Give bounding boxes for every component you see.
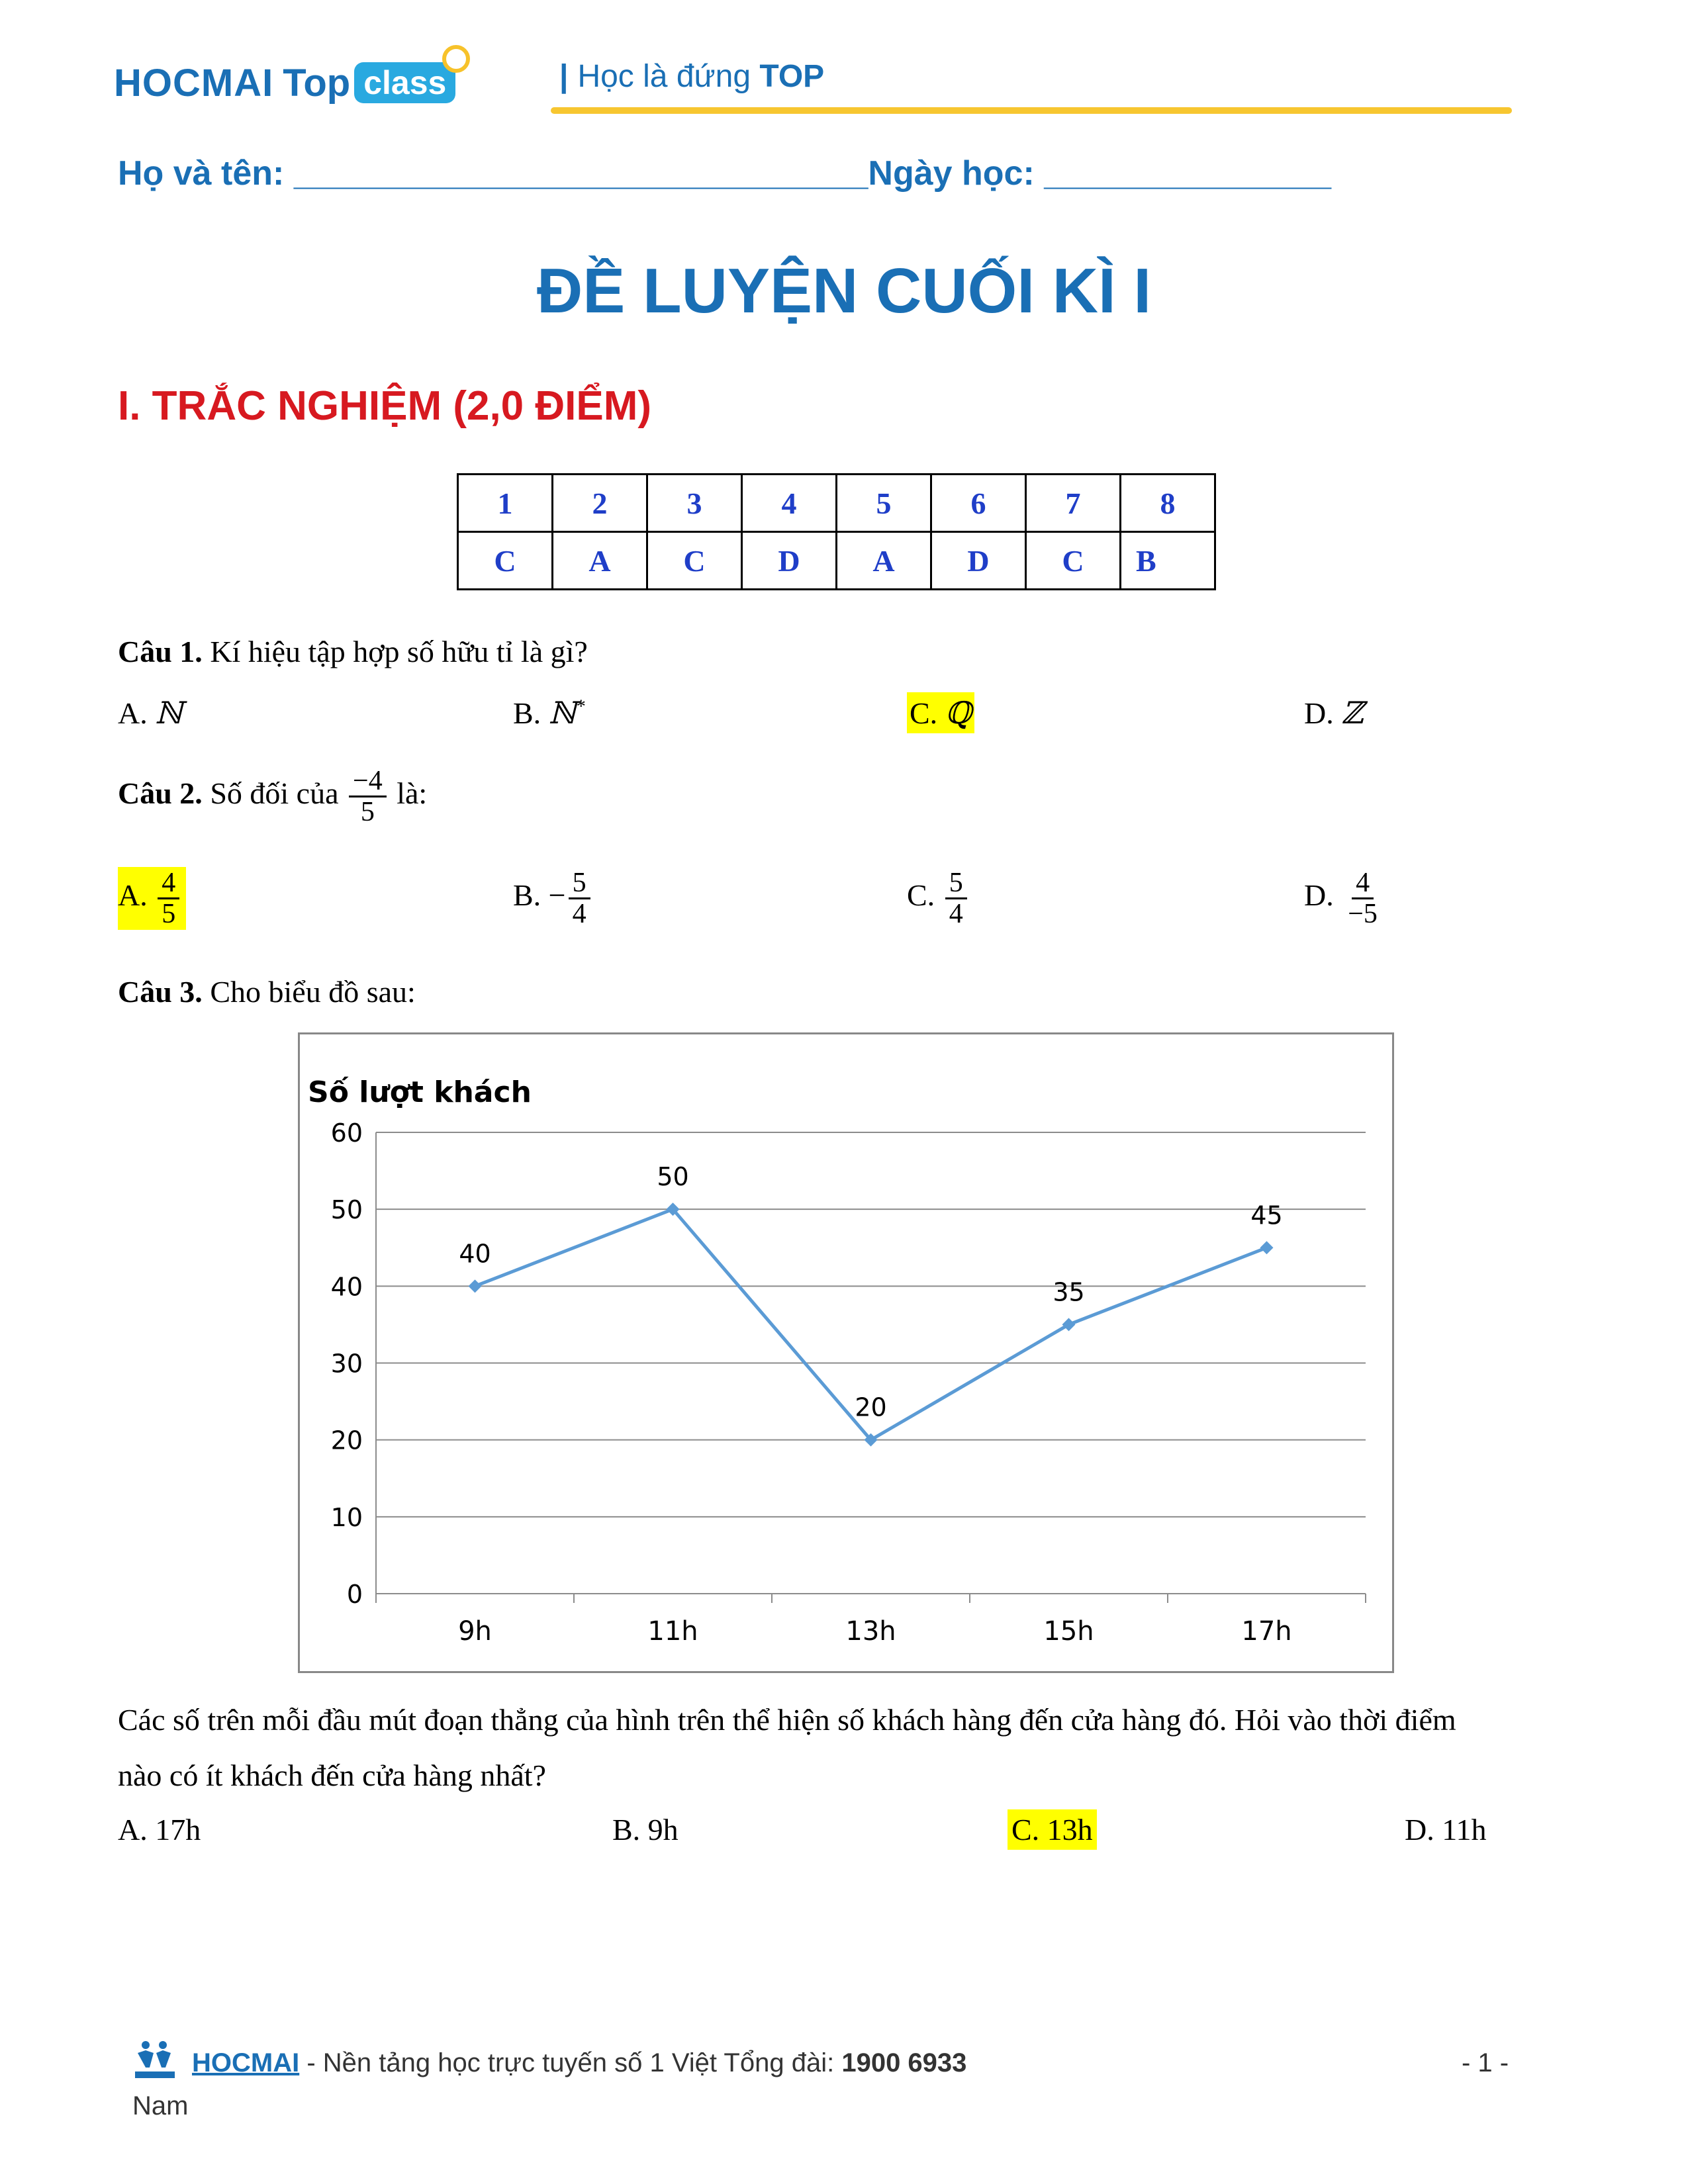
footer-text (192, 2048, 966, 2078)
fraction (158, 868, 179, 929)
tagline-bold: TOP (759, 59, 825, 94)
y-tick-label: 50 (330, 1195, 363, 1225)
question-2-text-after: là: (389, 776, 428, 811)
set-n-symbol: ℕ (155, 695, 183, 731)
fraction-denominator: 4 (572, 899, 586, 930)
question-3-paragraph-1: Các số trên mỗi đầu mút đoạn thẳng của hình trên thể hiện số khách hàng đến cửa hàng đó. Hỏi vào thời điểm (118, 1703, 1456, 1737)
data-point (1062, 1318, 1076, 1331)
q3-option-c: C. 13h (1008, 1809, 1097, 1850)
table-cell: 3 (647, 475, 742, 532)
q3-option-a: A. 17h (118, 1813, 201, 1846)
fraction-denominator: 4 (949, 899, 963, 930)
fraction-numerator: −4 (349, 766, 387, 797)
table-cell: 7 (1026, 475, 1121, 532)
question-2 (118, 766, 427, 827)
table-cell: A (553, 532, 647, 590)
x-tick-label: 9h (458, 1616, 492, 1647)
table-cell: A (837, 532, 931, 590)
name-date-line: Họ và tên: ______________________________Ngày học: _______________ (118, 154, 1332, 193)
q2-option-b (513, 868, 593, 929)
footer-nam: Nam (132, 2091, 189, 2120)
fraction-numerator: 4 (158, 868, 179, 899)
fraction-numerator: 5 (945, 868, 967, 899)
y-tick-label: 20 (330, 1426, 363, 1455)
table-cell: B (1121, 532, 1215, 590)
question-1-label: Câu 1. (118, 635, 203, 668)
option-prefix: B. − (513, 878, 566, 913)
answer-table-number-row (458, 475, 1215, 532)
table-cell: C (1026, 532, 1121, 590)
section-title: I. TRẮC NGHIỆM (2,0 ĐIỂM) (118, 383, 652, 429)
tagline (559, 58, 824, 95)
fraction-numerator: 5 (569, 868, 590, 899)
question-1-text: Kí hiệu tập hợp số hữu tỉ là gì? (202, 635, 588, 668)
data-point (1260, 1241, 1274, 1254)
hocmai-footer-icon (132, 2038, 177, 2082)
page-title: ĐỀ LUYỆN CUỐI KÌ I (536, 255, 1152, 326)
q2-option-c (907, 868, 970, 929)
header-divider (551, 107, 1512, 114)
x-tick-label: 15h (1043, 1616, 1094, 1647)
table-cell: D (742, 532, 837, 590)
chart-title: Số lượt khách (308, 1075, 532, 1109)
q2-option-a (118, 867, 186, 930)
fraction (945, 868, 967, 929)
option-prefix: D. (1304, 696, 1342, 730)
data-label: 40 (459, 1239, 491, 1269)
fraction (569, 868, 590, 929)
question-3 (118, 974, 416, 1009)
question-3-text: Cho biểu đồ sau: (202, 975, 416, 1009)
tagline-text: Học là đứng (577, 59, 760, 94)
q1-option-b (513, 695, 586, 731)
sun-icon (442, 45, 470, 73)
fraction (349, 766, 387, 827)
logo-hocmai-text: HOCMAI (114, 61, 274, 105)
option-prefix: A. (118, 878, 156, 913)
table-cell: C (458, 532, 553, 590)
logo-class-badge (354, 62, 455, 103)
y-tick-label: 30 (330, 1349, 363, 1379)
option-prefix: C. (907, 878, 943, 913)
data-point (469, 1279, 482, 1293)
fraction (1344, 868, 1382, 929)
option-prefix: C. (910, 696, 945, 730)
fraction-denominator: 5 (360, 797, 375, 828)
answer-table (457, 473, 1216, 590)
fraction-denominator: −5 (1348, 899, 1378, 930)
q1-option-c (907, 692, 974, 733)
footer-brand-link[interactable]: HOCMAI (192, 2048, 300, 2077)
table-cell: 8 (1121, 475, 1215, 532)
table-cell: 4 (742, 475, 837, 532)
question-3-paragraph-2: nào có ít khách đến cửa hàng nhất? (118, 1758, 546, 1792)
data-label: 50 (657, 1162, 689, 1192)
data-label: 20 (855, 1392, 887, 1422)
q2-option-d (1304, 868, 1384, 929)
option-prefix: A. (118, 696, 156, 730)
chart-svg (300, 1034, 1392, 1671)
fraction-numerator: 4 (1352, 868, 1374, 899)
logo-top-text: Top (283, 61, 351, 105)
set-z-symbol: ℤ (1341, 695, 1364, 731)
q3-option-b: B. 9h (612, 1813, 679, 1846)
footer-phone: 1900 6933 (841, 2048, 967, 2077)
data-label: 45 (1250, 1201, 1283, 1230)
x-tick-label: 17h (1241, 1616, 1292, 1647)
q1-option-d (1304, 695, 1364, 731)
y-tick-label: 40 (330, 1272, 363, 1302)
line-chart (298, 1032, 1394, 1673)
y-tick-label: 10 (330, 1502, 363, 1532)
table-cell: 1 (458, 475, 553, 532)
q3-option-d: D. 11h (1405, 1813, 1487, 1846)
y-tick-label: 60 (330, 1118, 363, 1148)
fraction-denominator: 5 (162, 899, 176, 930)
page-number: - 1 - (1462, 2048, 1509, 2077)
option-prefix: D. (1304, 878, 1342, 913)
question-2-label: Câu 2. (118, 776, 203, 811)
superscript-star: * (576, 696, 586, 717)
footer-description: - Nền tảng học trực tuyến số 1 Việt Tổng đài: (299, 2048, 842, 2077)
question-3-label: Câu 3. (118, 975, 203, 1009)
x-tick-label: 13h (845, 1616, 896, 1647)
option-prefix: B. (513, 696, 549, 730)
table-cell: 6 (931, 475, 1026, 532)
logo-class-text: class (363, 64, 447, 101)
question-1 (118, 634, 588, 669)
y-tick-label: 0 (346, 1580, 363, 1609)
tagline-bar: | (559, 59, 569, 94)
x-tick-label: 11h (647, 1616, 698, 1647)
answer-table-answer-row (458, 532, 1215, 590)
table-cell: 2 (553, 475, 647, 532)
question-2-text: Số đối của (202, 776, 347, 811)
set-n-star-symbol: ℕ (548, 695, 577, 731)
set-q-symbol: ℚ (945, 695, 972, 731)
hocmai-topclass-logo (114, 53, 455, 113)
table-cell: 5 (837, 475, 931, 532)
table-cell: C (647, 532, 742, 590)
table-cell: D (931, 532, 1026, 590)
q1-option-a (118, 695, 183, 731)
data-label: 35 (1053, 1277, 1085, 1307)
